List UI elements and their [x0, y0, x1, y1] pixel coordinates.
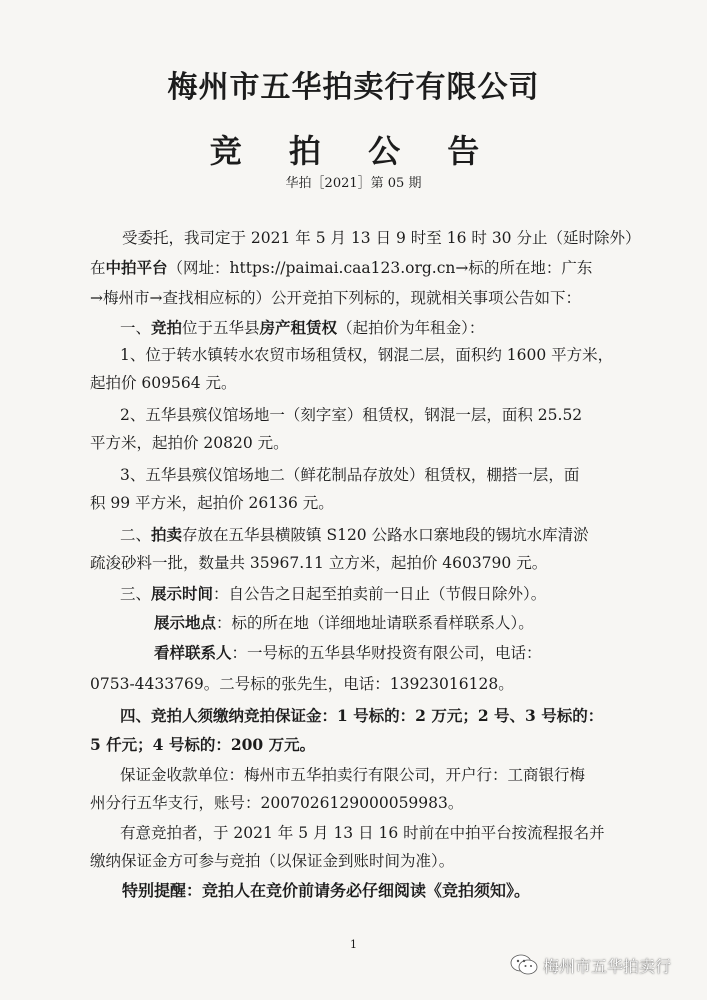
section-3-text: ：自公告之日起至拍卖前一日止（节假日除外）。 — [213, 585, 547, 603]
display-place-label: 展示地点 — [154, 613, 217, 632]
section-1-number: 一、 — [120, 319, 152, 337]
intro-line-3: →梅州市→查找相应标的）公开竞拍下列标的，现就相关事项公告如下： — [90, 289, 581, 307]
item-3-line-1: 3、五华县殡仪馆场地二（鲜花制品存放处）租赁权，棚搭一层，面 — [120, 466, 580, 484]
special-reminder — [122, 881, 662, 901]
section-1-heading — [120, 318, 660, 338]
section-2-line-2: 疏浚砂料一批，数量共 35967.11 立方米，起拍价 4603790 元。 — [90, 554, 548, 572]
contact-line-1 — [154, 643, 694, 663]
section-2-text: 存放在五华县横陂镇 S120 公路水口寨地段的锡坑水库清淤 — [182, 526, 589, 544]
wechat-icon — [510, 953, 538, 977]
registration-line-2: 缴纳保证金方可参与竞拍（以保证金到账时间为准）。 — [90, 852, 455, 870]
section-2-keyword: 拍卖 — [151, 525, 183, 544]
platform-name: 中拍平台 — [105, 258, 168, 277]
deposit-line-1: 保证金收款单位：梅州市五华拍卖行有限公司，开户行：工商银行梅 — [120, 766, 586, 784]
intro-line-2-c: （网址：https://paimai.caa123.org.cn→标的所在地：广东 — [167, 259, 593, 277]
reminder-label: 特别提醒 — [122, 881, 187, 900]
section-1-asset: 房产租赁权 — [259, 318, 338, 337]
item-2-line-2: 平方米，起拍价 20820 元。 — [90, 434, 289, 452]
intro-line-1: 受委托，我司定于 2021 年 5 月 13 日 9 时至 16 时 30 分止（延时除外） — [122, 229, 641, 247]
intro-line-2 — [90, 258, 630, 278]
company-title: 梅州市五华拍卖行有限公司 — [167, 70, 540, 105]
section-2-line-1 — [120, 525, 660, 545]
section-3-line-1 — [120, 584, 660, 604]
section-4-line-1: 四、竞拍人须缴纳竞拍保证金：1 号标的：2 万元；2 号、3 号标的： — [120, 706, 604, 725]
section-1-keyword: 竞拍 — [151, 318, 183, 337]
page-number: 1 — [350, 938, 357, 951]
section-3-number: 三、 — [120, 585, 152, 603]
section-2-number: 二、 — [120, 526, 152, 544]
section-4-line-2: 5 仟元；4 号标的：200 万元。 — [90, 735, 316, 754]
reminder-text: ：竞拍人在竞价前请务必仔细阅读《竞拍须知》。 — [186, 881, 531, 900]
notice-title: 竞 拍 公 告 — [209, 132, 498, 170]
section-1-location: 位于五华县 — [182, 319, 260, 337]
section-3-keyword: 展示时间 — [151, 584, 214, 603]
document-number: 华拍［2021］第 05 期 — [285, 176, 422, 191]
contact-line-2: 0753-4433769。二号标的张先生，电话：13923016128。 — [90, 675, 514, 693]
contact-label: 看样联系人 — [154, 643, 232, 662]
watermark — [510, 950, 671, 980]
display-place — [154, 613, 694, 633]
item-3-line-2: 积 99 平方米，起拍价 26136 元。 — [90, 494, 334, 512]
registration-line-1: 有意竞拍者，于 2021 年 5 月 13 日 16 时前在中拍平台按流程报名并 — [120, 824, 605, 842]
item-2-line-1: 2、五华县殡仪馆场地一（刻字室）租赁权，钢混一层，面积 25.52 — [120, 406, 583, 424]
item-1-line-1: 1、位于转水镇转水农贸市场租赁权，钢混二层，面积约 1600 平方米， — [120, 346, 614, 364]
contact-text: ：一号标的五华县华财投资有限公司，电话： — [231, 644, 542, 662]
display-place-text: ：标的所在地（详细地址请联系看样联系人）。 — [216, 614, 534, 632]
item-1-line-2: 起拍价 609564 元。 — [90, 374, 237, 392]
deposit-line-2: 州分行五华支行，账号：2007026129000059983。 — [90, 794, 464, 812]
intro-line-2-a: 在 — [90, 259, 106, 277]
watermark-text: 梅州市五华拍卖行 — [543, 956, 672, 976]
section-1-note: （起拍价为年租金）： — [337, 319, 485, 337]
